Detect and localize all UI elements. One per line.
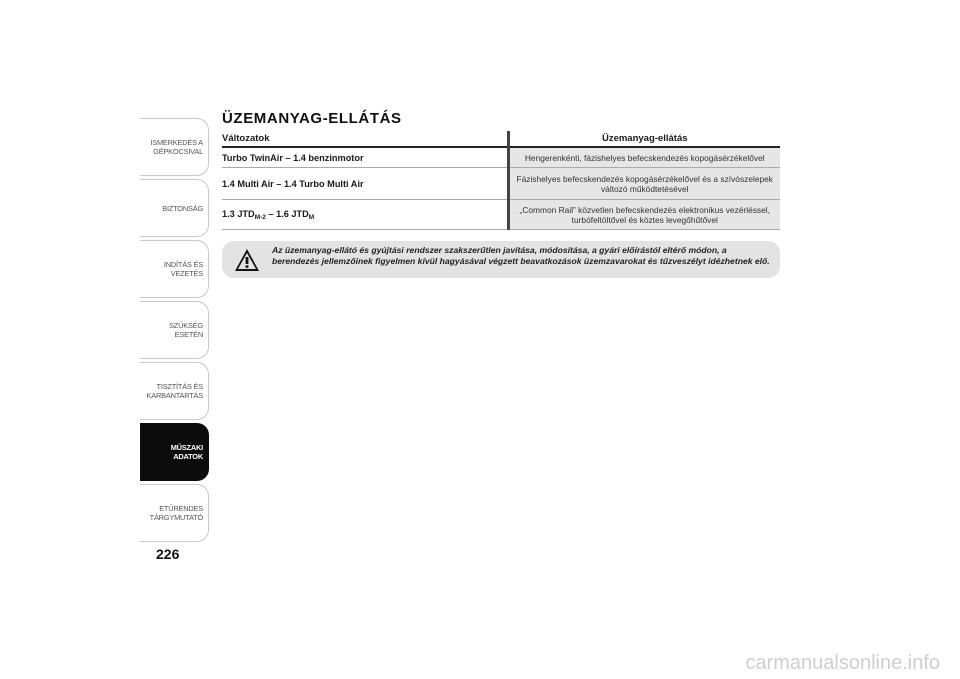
table-row: [222, 200, 780, 230]
variant-subscript: M: [308, 213, 315, 221]
tab-tisztitas-es-karbantartas[interactable]: [140, 362, 209, 420]
fuel-system-cell: „Common Rail” közvetlen befecskendezés elektronikus vezérléssel, turbófeltöltővel és köztes levegőhűtővel: [508, 200, 780, 230]
tab-label: ETŰRENDES TÁRGYMUTATÓ: [149, 504, 203, 522]
table-header-row: [222, 131, 780, 147]
tab-label: ISMERKEDÉS A GÉPKOCSIVAL: [150, 138, 203, 156]
tab-label: MŰSZAKI ADATOK: [170, 443, 203, 461]
tab-label: BIZTONSÁG: [162, 203, 203, 213]
tab-label: INDÍTÁS ÉS VEZETÉS: [163, 260, 203, 278]
warning-box: [222, 241, 780, 278]
column-header-fuel-system: Üzemanyag-ellátás: [508, 131, 780, 147]
tab-muszaki-adatok[interactable]: [140, 423, 209, 481]
tab-szukseg-eseten[interactable]: [140, 301, 209, 359]
section-title: ÜZEMANYAG-ELLÁTÁS: [222, 110, 402, 127]
tab-label: SZÜKSÉG ESETÉN: [169, 321, 203, 339]
watermark: carmanualsonline.info: [745, 652, 940, 674]
page-number: 226: [156, 546, 180, 562]
variant-cell: Turbo TwinAir – 1.4 benzinmotor: [222, 147, 508, 168]
tab-betűrendes-targymutato[interactable]: [140, 484, 209, 542]
variant-part: 1.3 JTD: [222, 208, 255, 219]
tab-biztonsag[interactable]: [140, 179, 209, 237]
column-header-variants: Változatok: [222, 131, 508, 147]
table-row: [222, 168, 780, 200]
tab-inditas-es-vezetes[interactable]: [140, 240, 209, 298]
fuel-system-table: [222, 131, 780, 230]
fuel-system-cell: Fázishelyes befecskendezés kopogásérzékelővel és a szívószelepek változó működtetésével: [508, 168, 780, 200]
variant-cell: [222, 200, 508, 230]
warning-text: Az üzemanyag-ellátó és gyújtási rendszer szakszerűtlen javítása, módosítása, a gyári előírástól eltérő módon, a berendezés jellemzőinek figyelmen kívül hagyásával végzett beavatkozások üzemzavarokat és tűzveszélyt idézhetnek elő.: [272, 245, 770, 266]
tab-ismerkedes[interactable]: [140, 118, 209, 176]
warning-triangle-icon: [234, 248, 260, 272]
variant-subscript: M-2: [254, 213, 266, 221]
table-row: [222, 147, 780, 168]
variant-cell: 1.4 Multi Air – 1.4 Turbo Multi Air: [222, 168, 508, 200]
tab-label: TISZTÍTÁS ÉS KARBANTARTÁS: [146, 382, 203, 400]
fuel-system-cell: Hengerenkénti, fázishelyes befecskendezés kopogásérzékelővel: [508, 147, 780, 168]
variant-part: – 1.6 JTD: [265, 208, 309, 219]
